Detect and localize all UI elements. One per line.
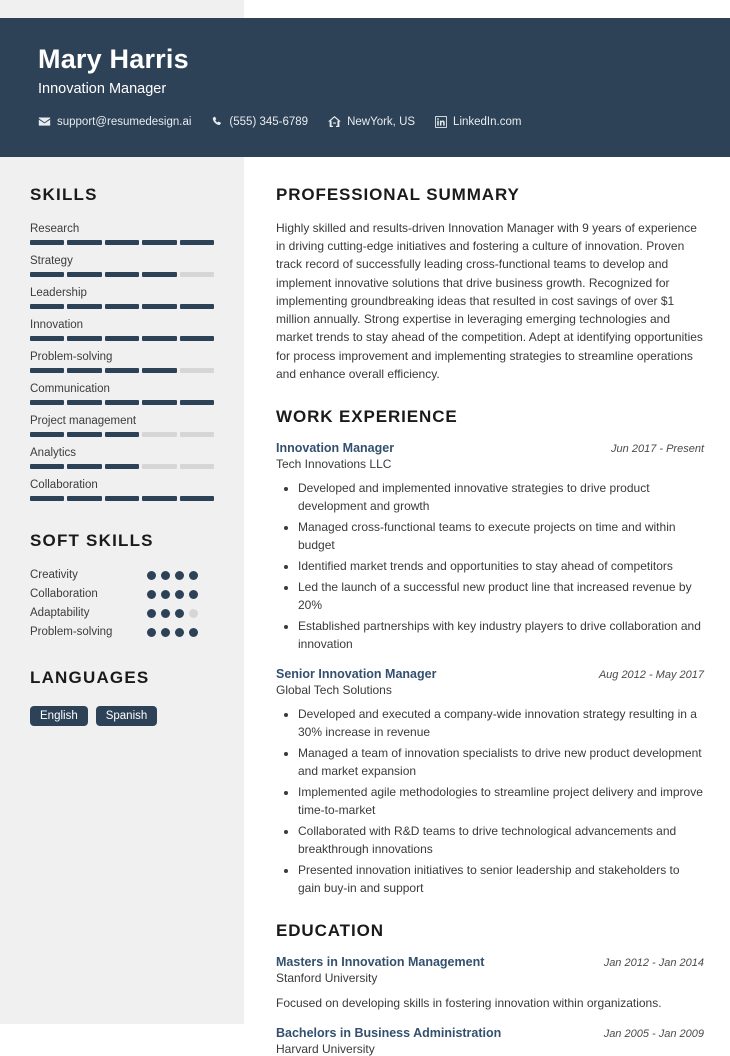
soft-skill-item <box>30 607 214 619</box>
entry-header <box>276 667 704 681</box>
experience-company: Global Tech Solutions <box>276 683 392 698</box>
skill-label: Innovation <box>30 319 84 331</box>
skill-bar-segment <box>67 432 101 437</box>
contact-label: LinkedIn.com <box>453 115 522 128</box>
rating-dot <box>175 590 184 599</box>
skill-bar-segment <box>180 496 214 501</box>
skill-bar-segment <box>180 272 214 277</box>
skill-label: Analytics <box>30 447 77 459</box>
soft-skill-label: Adaptability <box>30 607 90 619</box>
linkedin-icon <box>435 116 447 128</box>
skill-level-bar <box>30 464 214 469</box>
work-experience-heading: WORK EXPERIENCE <box>276 407 458 427</box>
skill-bar-segment <box>30 240 64 245</box>
phone-icon <box>211 116 223 128</box>
contact-item-envelope[interactable] <box>38 115 191 128</box>
rating-dot <box>175 571 184 580</box>
rating-dot <box>189 590 198 599</box>
professional-summary-text: Highly skilled and results-driven Innovation Manager with 9 years of experience in driving cutting-edge initiatives and fostering a culture of innovation. Proven track record of successfully leading cross-functional teams to develop and implement innovative solutions that drive business growth. Recognized for implementing groundbreaking ideas that resulted in cost savings of over $1 million annually. Strong expertise in leveraging emerging technologies and market trends to stay ahead of the competition. Adept at identifying opportunities for process improvement and implementing strategies to streamline operations and enhance overall efficiency. <box>276 221 703 381</box>
soft-skill-rating-dots <box>147 590 198 599</box>
education-section <box>276 921 704 1056</box>
skill-bar-segment <box>30 432 64 437</box>
skill-bar-segment <box>142 368 176 373</box>
skill-label: Collaboration <box>30 479 98 491</box>
experience-bullet: • Led the launch of a successful new product line that increased revenue by 20% <box>298 578 704 614</box>
skill-bar-segment <box>67 272 101 277</box>
sidebar <box>0 157 244 726</box>
skill-bar-segment <box>67 496 101 501</box>
skill-bar-segment <box>67 464 101 469</box>
skill-level-bar <box>30 304 214 309</box>
rating-dot <box>161 609 170 618</box>
skill-level-bar <box>30 400 214 405</box>
experience-entry <box>276 441 704 653</box>
experience-bullet: • Collaborated with R&D teams to drive technological advancements and breakthrough innovations <box>298 822 704 858</box>
skill-item <box>30 223 214 245</box>
skill-bar-segment <box>67 368 101 373</box>
skill-bar-segment <box>180 304 214 309</box>
rating-dot <box>189 628 198 637</box>
skill-bar-segment <box>142 336 176 341</box>
soft-skill-item <box>30 569 214 581</box>
skill-bar-segment <box>30 496 64 501</box>
contact-label: NewYork, US <box>347 115 416 128</box>
skill-bar-segment <box>105 368 139 373</box>
soft-skill-label: Creativity <box>30 569 78 581</box>
experience-bullets <box>276 479 704 653</box>
skill-item <box>30 255 214 277</box>
education-degree: Masters in Innovation Management <box>276 955 485 970</box>
skill-item <box>30 351 214 373</box>
skill-item <box>30 447 214 469</box>
entry-header <box>276 441 704 455</box>
education-description: Focused on developing skills in fostering innovation within organizations. <box>276 996 662 1011</box>
soft-skill-rating-dots <box>147 628 198 637</box>
contact-item-home[interactable] <box>328 115 415 128</box>
education-heading: EDUCATION <box>276 921 384 941</box>
candidate-job-title: Innovation Manager <box>38 81 167 98</box>
candidate-name: Mary Harris <box>38 44 189 74</box>
work-experience-section <box>276 407 704 897</box>
soft-skills-heading: SOFT SKILLS <box>30 531 154 550</box>
education-date: Jan 2012 - Jan 2014 <box>603 957 704 970</box>
contact-item-phone[interactable] <box>211 116 308 128</box>
skill-bar-segment <box>105 496 139 501</box>
skill-bar-segment <box>142 272 176 277</box>
skill-bar-segment <box>30 304 64 309</box>
skill-bar-segment <box>142 240 176 245</box>
skill-bar-segment <box>105 336 139 341</box>
experience-bullet: • Managed cross-functional teams to execute projects on time and within budget <box>298 518 704 554</box>
skill-bar-segment <box>67 240 101 245</box>
experience-bullet: • Identified market trends and opportunities to stay ahead of competitors <box>298 557 704 575</box>
skill-bar-segment <box>30 272 64 277</box>
skill-bar-segment <box>30 368 64 373</box>
skill-bar-segment <box>30 464 64 469</box>
entry-header <box>276 955 704 969</box>
skill-level-bar <box>30 336 214 341</box>
soft-skills-list <box>30 569 214 638</box>
skill-item <box>30 415 214 437</box>
rating-dot <box>161 571 170 580</box>
education-school: Harvard University <box>276 1042 375 1056</box>
skill-label: Communication <box>30 383 110 395</box>
skill-bar-segment <box>105 432 139 437</box>
skill-level-bar <box>30 240 214 245</box>
rating-dot <box>147 571 156 580</box>
languages-list <box>30 706 214 726</box>
skill-bar-segment <box>142 432 176 437</box>
skill-label: Leadership <box>30 287 87 299</box>
experience-bullet: • Established partnerships with key industry players to drive collaboration and innovation <box>298 617 704 653</box>
skill-bar-segment <box>105 400 139 405</box>
skill-level-bar <box>30 368 214 373</box>
skill-bar-segment <box>105 304 139 309</box>
skill-level-bar <box>30 496 214 501</box>
professional-summary-heading: PROFESSIONAL SUMMARY <box>276 185 520 204</box>
skills-heading: SKILLS <box>30 185 98 204</box>
skill-bar-segment <box>180 336 214 341</box>
skill-bar-segment <box>105 464 139 469</box>
contact-label: (555) 345-6789 <box>229 115 309 128</box>
experience-bullet: • Developed and executed a company-wide innovation strategy resulting in a 30% increase in revenue <box>298 705 704 741</box>
rating-dot <box>189 609 198 618</box>
skill-label: Problem-solving <box>30 351 113 363</box>
skill-bar-segment <box>180 464 214 469</box>
rating-dot <box>147 609 156 618</box>
experience-title: Innovation Manager <box>276 441 395 456</box>
rating-dot <box>189 571 198 580</box>
experience-list <box>276 441 704 897</box>
experience-bullet: • Developed and implemented innovative strategies to drive product development and growth <box>298 479 704 515</box>
skill-label: Project management <box>30 415 137 427</box>
education-list <box>276 955 704 1056</box>
envelope-icon <box>38 115 51 128</box>
skill-bar-segment <box>105 272 139 277</box>
rating-dot <box>175 609 184 618</box>
skill-bar-segment <box>105 240 139 245</box>
education-degree: Bachelors in Business Administration <box>276 1026 502 1041</box>
contact-item-linkedin[interactable] <box>435 116 521 128</box>
language-pill[interactable]: Spanish <box>96 706 158 726</box>
education-school: Stanford University <box>276 971 378 986</box>
skill-bar-segment <box>67 336 101 341</box>
skill-bar-segment <box>142 464 176 469</box>
skills-list <box>30 223 214 501</box>
skill-level-bar <box>30 272 214 277</box>
rating-dot <box>147 590 156 599</box>
soft-skill-rating-dots <box>147 609 198 618</box>
skill-label: Research <box>30 223 80 235</box>
entry-header <box>276 1026 704 1040</box>
skill-bar-segment <box>142 496 176 501</box>
skill-bar-segment <box>180 432 214 437</box>
experience-bullet: • Implemented agile methodologies to streamline project delivery and improve time-to-market <box>298 783 704 819</box>
rating-dot <box>161 590 170 599</box>
skill-item <box>30 287 214 309</box>
experience-date: Aug 2012 - May 2017 <box>598 669 704 682</box>
skill-bar-segment <box>67 400 101 405</box>
skill-item <box>30 319 214 341</box>
experience-title: Senior Innovation Manager <box>276 667 437 682</box>
skill-level-bar <box>30 432 214 437</box>
education-date: Jan 2005 - Jan 2009 <box>603 1028 704 1041</box>
rating-dot <box>175 628 184 637</box>
soft-skill-item <box>30 588 214 600</box>
skill-bar-segment <box>180 368 214 373</box>
language-pill[interactable]: English <box>30 706 88 726</box>
skill-bar-segment <box>30 336 64 341</box>
languages-heading: LANGUAGES <box>30 668 150 687</box>
experience-bullets <box>276 705 704 897</box>
skill-label: Strategy <box>30 255 73 267</box>
skill-bar-segment <box>180 240 214 245</box>
skill-bar-segment <box>142 400 176 405</box>
experience-date: Jun 2017 - Present <box>611 443 704 456</box>
contact-row <box>38 115 730 128</box>
main-content <box>276 157 704 1056</box>
contact-label: support@resumedesign.ai <box>57 115 192 128</box>
skill-bar-segment <box>142 304 176 309</box>
education-entry <box>276 1026 704 1056</box>
experience-bullet: • Managed a team of innovation specialists to drive new product development and market expansion <box>298 744 704 780</box>
skill-bar-segment <box>30 400 64 405</box>
skill-bar-segment <box>67 304 101 309</box>
soft-skill-rating-dots <box>147 571 198 580</box>
experience-company: Tech Innovations LLC <box>276 457 392 472</box>
rating-dot <box>147 628 156 637</box>
rating-dot <box>161 628 170 637</box>
resume-header <box>0 18 730 157</box>
home-icon <box>328 115 341 128</box>
experience-entry <box>276 667 704 897</box>
skill-bar-segment <box>180 400 214 405</box>
skill-item <box>30 479 214 501</box>
soft-skill-label: Problem-solving <box>30 626 113 638</box>
skill-item <box>30 383 214 405</box>
education-entry <box>276 955 704 1012</box>
soft-skill-label: Collaboration <box>30 588 98 600</box>
soft-skill-item <box>30 626 214 638</box>
experience-bullet: • Presented innovation initiatives to senior leadership and stakeholders to gain buy-in and support <box>298 861 704 897</box>
